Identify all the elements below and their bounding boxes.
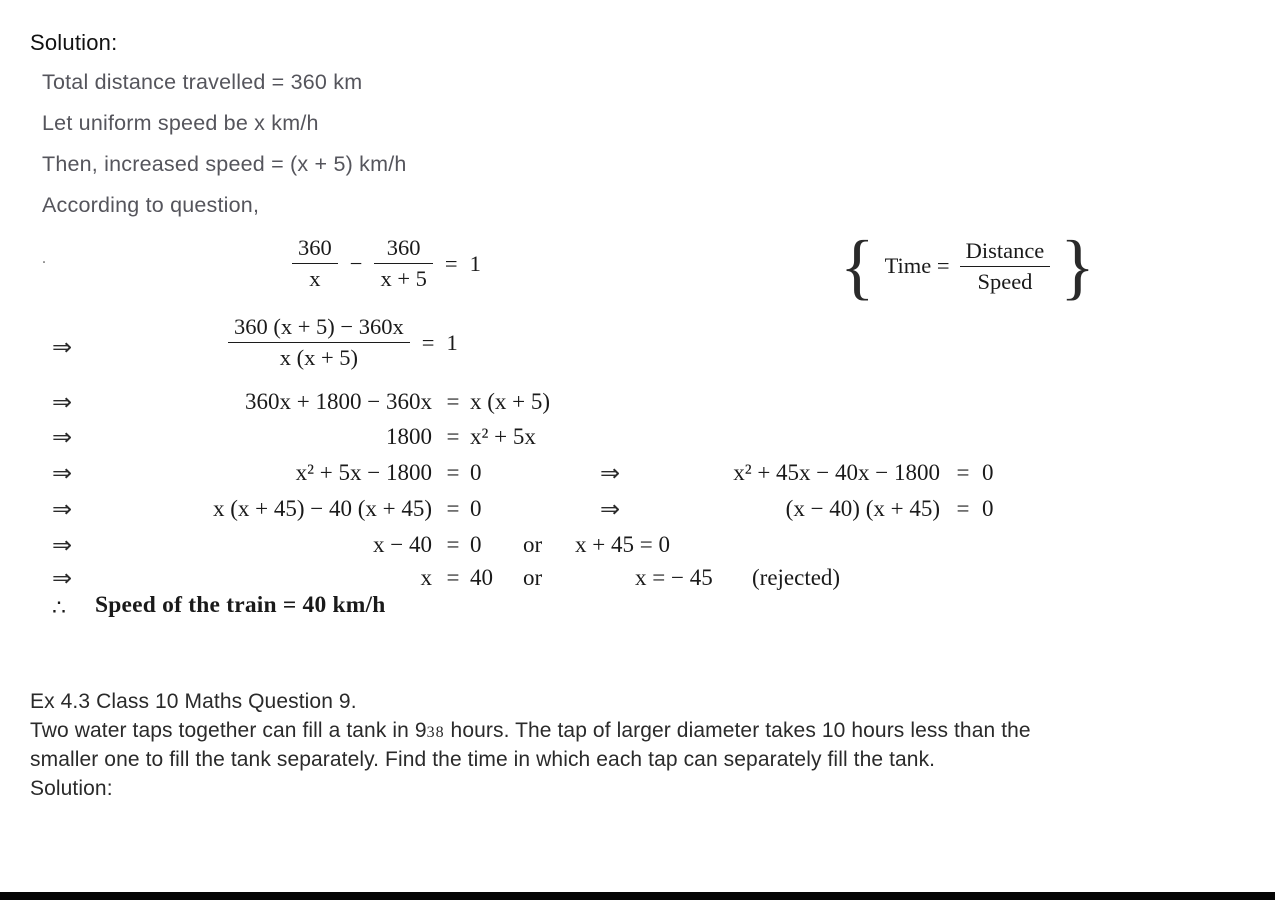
or-connector: or (523, 532, 543, 557)
implies-arrow: ⇒ (600, 459, 621, 487)
fraction (374, 233, 432, 294)
denominator: Speed (977, 268, 1033, 294)
equals-sign: = (956, 460, 970, 485)
equation-row (0, 528, 1275, 562)
intro-line-uniform-speed: Let uniform speed be x km/h (42, 111, 319, 135)
implies-arrow: ⇒ (52, 564, 73, 592)
equation-rhs: x (x + 5) (470, 389, 551, 414)
equation-rhs: 0 (982, 496, 994, 521)
implies-arrow: ⇒ (52, 333, 73, 361)
equals-sign: = (446, 532, 460, 557)
implies-arrow: ⇒ (52, 388, 73, 416)
equation-2 (228, 312, 458, 373)
equation-lhs: x (420, 565, 432, 590)
conclusion-text: Speed of the train = 40 km/h (95, 592, 386, 618)
equals-sign: = (446, 460, 460, 485)
equals-sign: = (421, 329, 435, 355)
equation-row (0, 492, 1275, 526)
equation-row (0, 420, 1275, 454)
numerator: Distance (965, 237, 1045, 263)
denominator: x (309, 266, 321, 291)
equation-row (0, 330, 1275, 364)
equation-row (0, 456, 1275, 490)
implies-arrow: ⇒ (52, 423, 73, 451)
question-body-line-2: smaller one to fill the tank separately. Find the time in which each tap can separately fill the tank. (30, 748, 936, 771)
equation-row (0, 561, 1275, 595)
equation-lhs: x² + 45x − 40x − 1800 (733, 460, 940, 485)
equation-lhs: x² + 5x − 1800 (295, 460, 432, 485)
fraction (228, 312, 410, 373)
alternate-equation: x = − 45 (635, 565, 713, 590)
equation-rhs: 1 (446, 329, 458, 355)
or-connector: or (523, 565, 543, 590)
intro-line-according: According to question, (42, 193, 260, 217)
intro-line-increased-speed: Then, increased speed = (x + 5) km/h (42, 152, 407, 176)
equals-sign: = (446, 424, 460, 449)
therefore-symbol: ∴ (52, 595, 66, 620)
equation-row (0, 385, 1275, 419)
equation-lhs: x − 40 (373, 532, 432, 557)
minus-operator: − (349, 250, 363, 276)
denominator: x (x + 5) (279, 345, 359, 370)
equation-lhs: 360x + 1800 − 360x (245, 389, 432, 414)
implies-arrow: ⇒ (52, 531, 73, 559)
intro-line-total-distance: Total distance travelled = 360 km (42, 70, 363, 94)
equation-rhs: 0 (470, 532, 482, 557)
solution-heading: Solution: (30, 30, 118, 55)
numerator: 360 (386, 235, 421, 260)
equation-lhs: 1800 (386, 424, 432, 449)
equation-rhs: 40 (470, 565, 493, 590)
question-text-pre: Two water taps together can fill a tank in 9 (30, 719, 427, 742)
rejected-note: (rejected) (752, 565, 841, 590)
implies-arrow: ⇒ (52, 459, 73, 487)
equation-rhs: x² + 5x (470, 424, 536, 449)
fraction (960, 236, 1051, 297)
implies-arrow: ⇒ (600, 495, 621, 523)
scan-artifact-dot: . (42, 250, 46, 267)
equation-1 (292, 233, 481, 294)
equals-sign: = (444, 250, 458, 276)
solution-label: Solution: (30, 777, 113, 800)
question-body-line-1 (30, 719, 1031, 743)
implies-arrow: ⇒ (52, 495, 73, 523)
time-distance-speed-note (840, 225, 1095, 307)
question-text-post: hours. The tap of larger diameter takes 10 hours less than the (444, 719, 1031, 742)
close-brace: } (1060, 225, 1095, 307)
equation-rhs: 0 (982, 460, 994, 485)
equation-rhs: 0 (470, 496, 482, 521)
equation-rhs: 1 (469, 250, 481, 276)
equals-sign: = (446, 496, 460, 521)
equation-lhs: (x − 40) (x + 45) (785, 496, 940, 521)
bottom-border-bar (0, 892, 1275, 900)
mixed-fraction-three-eighths: 38 (426, 724, 445, 741)
equation-rhs: 0 (470, 460, 482, 485)
open-brace: { (840, 225, 875, 307)
numerator: 360 (298, 235, 332, 260)
equals-sign: = (446, 565, 460, 590)
equals-sign: = (956, 496, 970, 521)
numerator: 360 (x + 5) − 360x (234, 314, 404, 339)
note-label: Time = (884, 253, 950, 278)
question-title: Ex 4.3 Class 10 Maths Question 9. (30, 690, 357, 713)
denominator: x + 5 (380, 266, 427, 291)
equals-sign: = (446, 389, 460, 414)
alternate-equation: x + 45 = 0 (575, 532, 670, 557)
fraction (292, 233, 338, 294)
equation-lhs: x (x + 45) − 40 (x + 45) (212, 496, 432, 521)
